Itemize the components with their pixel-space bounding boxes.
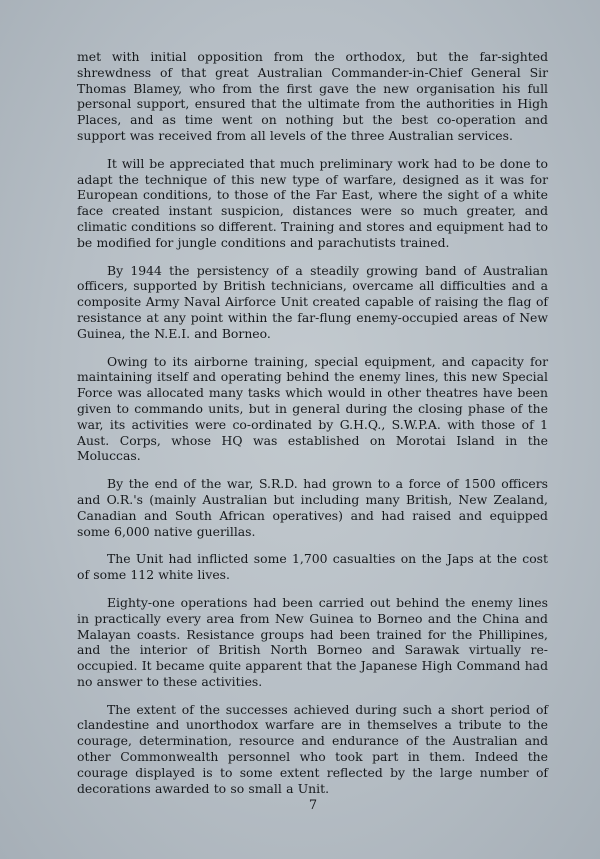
page-number: 7	[308, 798, 318, 813]
paragraph-casualties: The Unit had inflicted some 1,700 casualties on the Japs at the cost of some 112 white lives.	[77, 551, 548, 583]
paragraph-continued: met with initial opposition from the orthodox, but the far-sighted shrewdness of that great Australian Commander-in-Chief General Sir Thomas Blamey, who from the first gave the new organisation his full personal support, ensured that the ultimate from the authorities in High Places, and as time went on nothing but the best co-operation and support was received from all levels of the three Australian services.	[77, 49, 548, 143]
paragraph-preliminary-work: It will be appreciated that much preliminary work had to be done to adapt the technique of this new type of warfare, designed as it was for European conditions, to those of the Far East, where the sight of a white face created instant suspicion, distances were so much greater, and climatic conditions so different. Training and stores and equipment had to be modified for jungle conditions and parachutists trained.	[77, 155, 548, 250]
paragraph-1944: By 1944 the persistency of a steadily growing band of Australian officers, supported by British technicians, overcame all difficulties and a composite Army Naval Airforce Unit created capable of raising the flag of resistance at any point within the far-flung enemy-occupied areas of New Guinea, the N.E.I. and Borneo.	[77, 262, 548, 341]
paragraph-operations: Eighty-one operations had been carried out behind the enemy lines in practically every area from New Guinea to Borneo and the China and Malayan coasts. Resistance groups had been trained for the Phillipines, and the interior of British North Borneo and Sarawak virtually re-occupied. It became quite apparent that the Japanese High Command had no answer to these activities.	[77, 594, 548, 689]
paragraph-airborne-training: Owing to its airborne training, special equipment, and capacity for maintaining itself and operating behind the enemy lines, this new Special Force was allocated many tasks which would in other theatres have been given to commando units, but in general during the closing phase of the war, its activities were co-ordinated by G.H.Q., S.W.P.A. with those of 1 Aust. Corps, whose HQ was established on Morotai Island in the Moluccas.	[77, 353, 548, 464]
paragraph-successes: The extent of the successes achieved during such a short period of clandestine and unorthodox warfare are in themselves a tribute to the courage, determination, resource and endurance of the Australian and other Commonwealth personnel who took part in them. Indeed the courage displayed is to some extent reflected by the large number of decorations awarded to so small a Unit.	[77, 701, 548, 796]
paragraph-end-of-war: By the end of the war, S.R.D. had grown to a force of 1500 officers and O.R.'s (mainly Australian but including many British, New Zealand, Canadian and South African operatives) and had raised and equipped some 6,000 native guerillas.	[77, 476, 548, 539]
